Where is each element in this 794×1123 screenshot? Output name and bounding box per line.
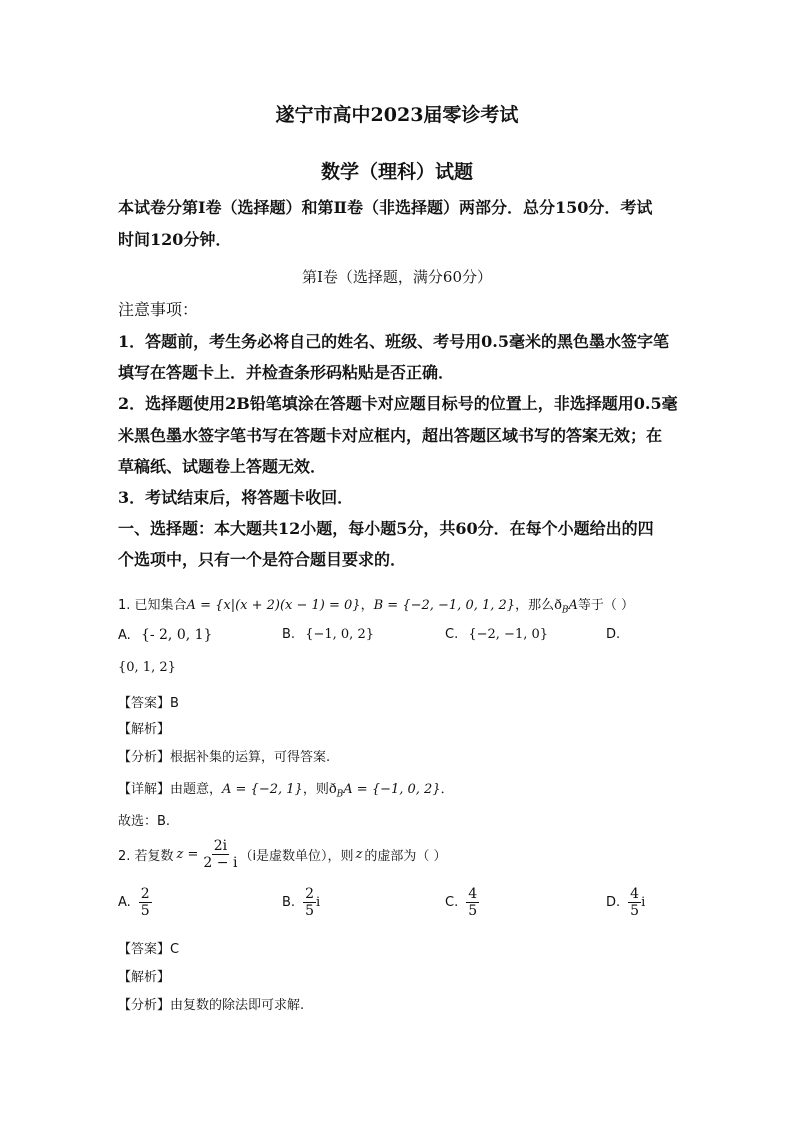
q1-complement-var: A [568, 598, 578, 613]
q1-analysis: 【解析】 [118, 722, 171, 737]
intro-line-2: 时间120分钟． [118, 230, 232, 249]
q1-opt-b-value: {−1, 0, 2} [305, 627, 374, 642]
notes-heading: 注意事项： [118, 300, 199, 319]
note-2-line-1: 2．选择题使用2B铅笔填涂在答题卡对应题目标号的位置上，非选择题用0.5毫 [118, 394, 678, 413]
q1-xiangjie-prefix: 【详解】由题意， [118, 782, 223, 797]
q1-choose: 故选：B. [118, 814, 171, 829]
q2-opt-d-fraction [628, 886, 641, 919]
q2-opt-a-fraction [139, 886, 152, 919]
q2-z: z [355, 847, 363, 862]
q1-xiangjie-complement: ð [328, 782, 337, 797]
q1-xiangjie-set-a: A = {−2, 1} [222, 782, 303, 797]
intro-line-1: 本试卷分第Ⅰ卷（选择题）和第Ⅱ卷（非选择题）两部分．总分150分．考试 [118, 198, 653, 217]
page-title: 遂宁市高中2023届零诊考试 [275, 104, 519, 126]
note-2-line-3: 草稿纸、试题卷上答题无效． [118, 457, 327, 476]
q2-opt-c-fraction [466, 886, 479, 919]
q1-opt-c-label: C. [445, 627, 459, 642]
q2-option-c [445, 886, 479, 919]
q2-opt-d-i: i [641, 895, 646, 910]
q1-set-b: B = {−2, −1, 0, 1, 2} [373, 598, 516, 613]
q2-opt-d-num: 4 [630, 886, 640, 902]
q2-fraction [201, 838, 239, 871]
q2-opt-d-den: 5 [630, 903, 640, 919]
question-1-stem [118, 594, 634, 616]
part1-line-1: 一、选择题：本大题共12小题，每小题5分，共60分．在每个小题给出的四 [118, 519, 654, 538]
q1-opt-a-label: A. [118, 628, 131, 643]
q1-xiangjie-complement-sub: B [336, 789, 344, 800]
q2-opt-a-num: 2 [140, 886, 150, 902]
q2-opt-c-num: 4 [468, 886, 478, 902]
q2-option-d [606, 886, 645, 919]
q2-option-b [282, 886, 320, 919]
q1-option-d-label: D. [606, 627, 621, 642]
q1-answer: 【答案】B [118, 696, 179, 711]
q2-mid: （i是虚数单位），则 [239, 849, 354, 864]
q1-comma: ， [360, 598, 374, 613]
q1-xiangjie-mid: ，则 [302, 782, 329, 797]
q2-suffix: 的虚部为（ ） [364, 849, 447, 864]
q1-xiangjie-result: A = {−1, 0, 2} [343, 782, 441, 797]
q2-z-eq: z = [176, 847, 199, 862]
q2-opt-b-label: B. [282, 895, 296, 910]
q1-complement-symbol: ð [554, 598, 562, 613]
q1-suffix: 等于（ ） [577, 598, 635, 613]
question-2-stem [118, 838, 447, 871]
q2-opt-b-i: i [315, 895, 321, 910]
q2-prefix: 2. 若复数 [118, 849, 174, 864]
q1-xiangjie-end: ． [440, 782, 454, 797]
q2-opt-c-label: C. [445, 895, 459, 910]
part1-line-2: 个选项中，只有一个是符合题目要求的． [118, 550, 407, 569]
q1-complement-sub: B [561, 605, 569, 616]
note-3: 3．考试结束后，将答题卡收回． [118, 488, 354, 507]
q2-opt-d-label: D. [606, 895, 621, 910]
page-subtitle: 数学（理科）试题 [320, 161, 473, 183]
q1-option-b [282, 627, 374, 642]
q2-opt-b-den: 5 [305, 903, 314, 919]
q1-option-c [445, 627, 548, 642]
q2-fraction-numerator: 2i [213, 838, 228, 854]
q2-opt-a-label: A. [118, 895, 131, 910]
q1-option-d-value: {0, 1, 2} [118, 660, 176, 675]
note-1-line-1: 1．答题前，考生务必将自己的姓名、班级、考号用0.5毫米的黑色墨水签字笔 [118, 332, 669, 351]
q1-opt-a-value: {- 2, 0, 1} [140, 627, 213, 643]
q2-fenxi: 【分析】由复数的除法即可求解. [118, 998, 305, 1013]
section-title: 第Ⅰ卷（选择题，满分60分） [301, 268, 492, 286]
q1-mid: ，那么 [515, 598, 555, 613]
q1-fenxi: 【分析】根据补集的运算，可得答案. [118, 750, 331, 765]
note-2-line-2: 米黑色墨水签字笔书写在答题卡对应框内，超出答题区域书写的答案无效；在 [118, 426, 663, 445]
q1-set-a: A = {x|(x + 2)(x − 1) = 0} [186, 598, 361, 613]
q1-prefix: 1. 已知集合 [118, 598, 187, 613]
q2-opt-b-fraction [303, 886, 316, 919]
q2-opt-b-num: 2 [305, 886, 314, 902]
note-1-line-2: 填写在答题卡上．并检查条形码粘贴是否正确． [118, 363, 455, 382]
q2-analysis: 【解析】 [118, 970, 171, 985]
q2-answer: 【答案】C [118, 942, 180, 957]
q2-opt-a-den: 5 [140, 903, 150, 919]
q2-fraction-denominator: 2 − i [203, 855, 238, 871]
q1-opt-b-label: B. [282, 627, 296, 642]
q2-opt-c-den: 5 [468, 903, 478, 919]
q2-option-a [118, 886, 152, 919]
q1-xiangjie [118, 778, 454, 800]
q1-opt-c-value: {−2, −1, 0} [468, 627, 549, 642]
q1-option-a [118, 627, 212, 643]
